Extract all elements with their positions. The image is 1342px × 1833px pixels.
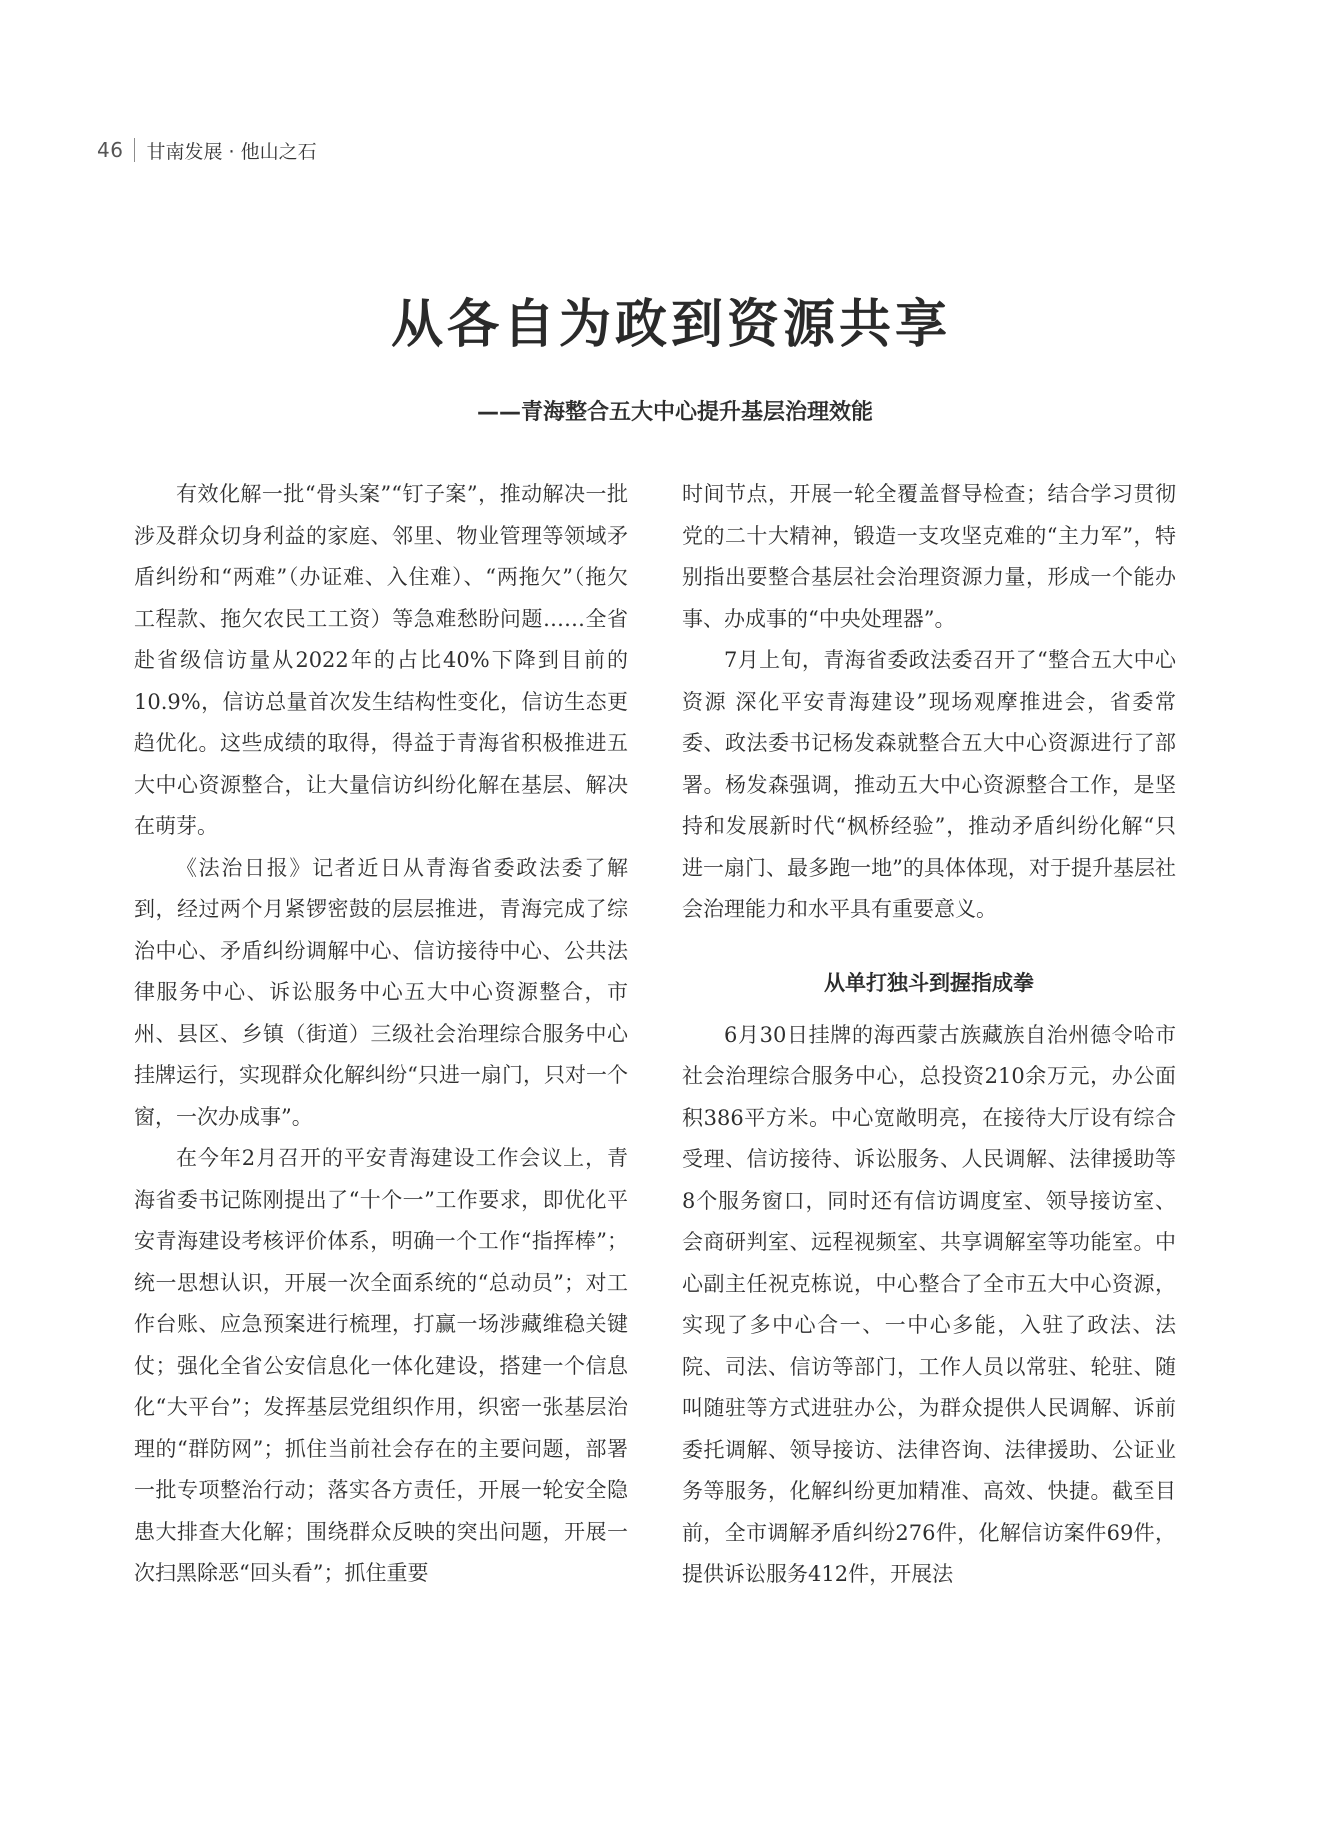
article-title: 从各自为政到资源共享 — [390, 294, 951, 355]
article-subtitle: ——青海整合五大中心提升基层治理效能 — [476, 400, 873, 425]
body-paragraph-continued: 时间节点，开展一轮全覆盖督导检查；结合学习贯彻党的二十大精神，锻造一支攻坚克难的“主力军”，特别指出要整合基层社会治理资源力量，形成一个能办事、办成事的“中央处理器”。 — [682, 482, 1176, 631]
header-divider — [134, 138, 135, 162]
left-column — [134, 474, 628, 1595]
right-column — [682, 474, 1176, 1596]
body-paragraph-1: 有效化解一批“骨头案”“钉子案”，推动解决一批涉及群众切身利益的家庭、邻里、物业管理等领域矛盾纠纷和“两难”（办证难、入住难）、“两拖欠”（拖欠工程款、拖欠农民工工资）等急难愁盼问题……全省赴省级信访量从2022年的占比40%下降到目前的10.9%，信访总量首次发生结构性变化，信访生态更趋优化。这些成绩的取得，得益于青海省积极推进五大中心资源整合，让大量信访纠纷化解在基层、解决在萌芽。 — [134, 482, 628, 838]
body-paragraph-2: 《法治日报》记者近日从青海省委政法委了解到，经过两个月紧锣密鼓的层层推进，青海完成了综治中心、矛盾纠纷调解中心、信访接待中心、公共法律服务中心、诉讼服务中心五大中心资源整合，市州、县区、乡镇（街道）三级社会治理综合服务中心挂牌运行，实现群众化解纠纷“只进一扇门，只对一个窗，一次办成事”。 — [134, 855, 628, 1129]
body-paragraph-3: 在今年2月召开的平安青海建设工作会议上，青海省委书记陈刚提出了“十个一”工作要求，即优化平安青海建设考核评价体系，明确一个工作“指挥棒”；统一思想认识，开展一次全面系统的“总动员”；对工作台账、应急预案进行梳理，打赢一场涉藏维稳关键仗；强化全省公安信息化一体化建设，搭建一个信息化“大平台”；发挥基层党组织作用，织密一张基层治理的“群防网”；抓住当前社会存在的主要问题，部署一批专项整治行动；落实各方责任，开展一轮安全隐患大排查大化解；围绕群众反映的突出问题，开展一次扫黑除恶“回头看”；抓住重要 — [134, 1146, 628, 1585]
page-number: 46 — [97, 138, 124, 162]
running-header — [97, 135, 317, 165]
section-heading: 从单打独斗到握指成拳 — [824, 970, 1034, 995]
body-paragraph-5: 6月30日挂牌的海西蒙古族藏族自治州德令哈市社会治理综合服务中心，总投资210余万元，办公面积386平方米。中心宽敞明亮，在接待大厅设有综合受理、信访接待、诉讼服务、人民调解、法律援助等8个服务窗口，同时还有信访调度室、领导接访室、会商研判室、远程视频室、共享调解室等功能室。中心副主任祝克栋说，中心整合了全市五大中心资源，实现了多中心合一、一中心多能，入驻了政法、法院、司法、信访等部门，工作人员以常驻、轮驻、随叫随驻等方式进驻办公，为群众提供人民调解、诉前委托调解、领导接访、法律咨询、法律援助、公证业务等服务，化解纠纷更加精准、高效、快捷。截至目前，全市调解矛盾纠纷276件，化解信访案件69件，提供诉讼服务412件，开展法 — [682, 1022, 1176, 1586]
body-paragraph-4: 7月上旬，青海省委政法委召开了“整合五大中心资源 深化平安青海建设”现场观摩推进会，省委常委、政法委书记杨发森就整合五大中心资源进行了部署。杨发森强调，推动五大中心资源整合工作，是坚持和发展新时代“枫桥经验”，推动矛盾纠纷化解“只进一扇门、最多跑一地”的具体体现，对于提升基层社会治理能力和水平具有重要意义。 — [682, 648, 1176, 921]
section-name: 甘南发展 · 他山之石 — [146, 140, 317, 163]
